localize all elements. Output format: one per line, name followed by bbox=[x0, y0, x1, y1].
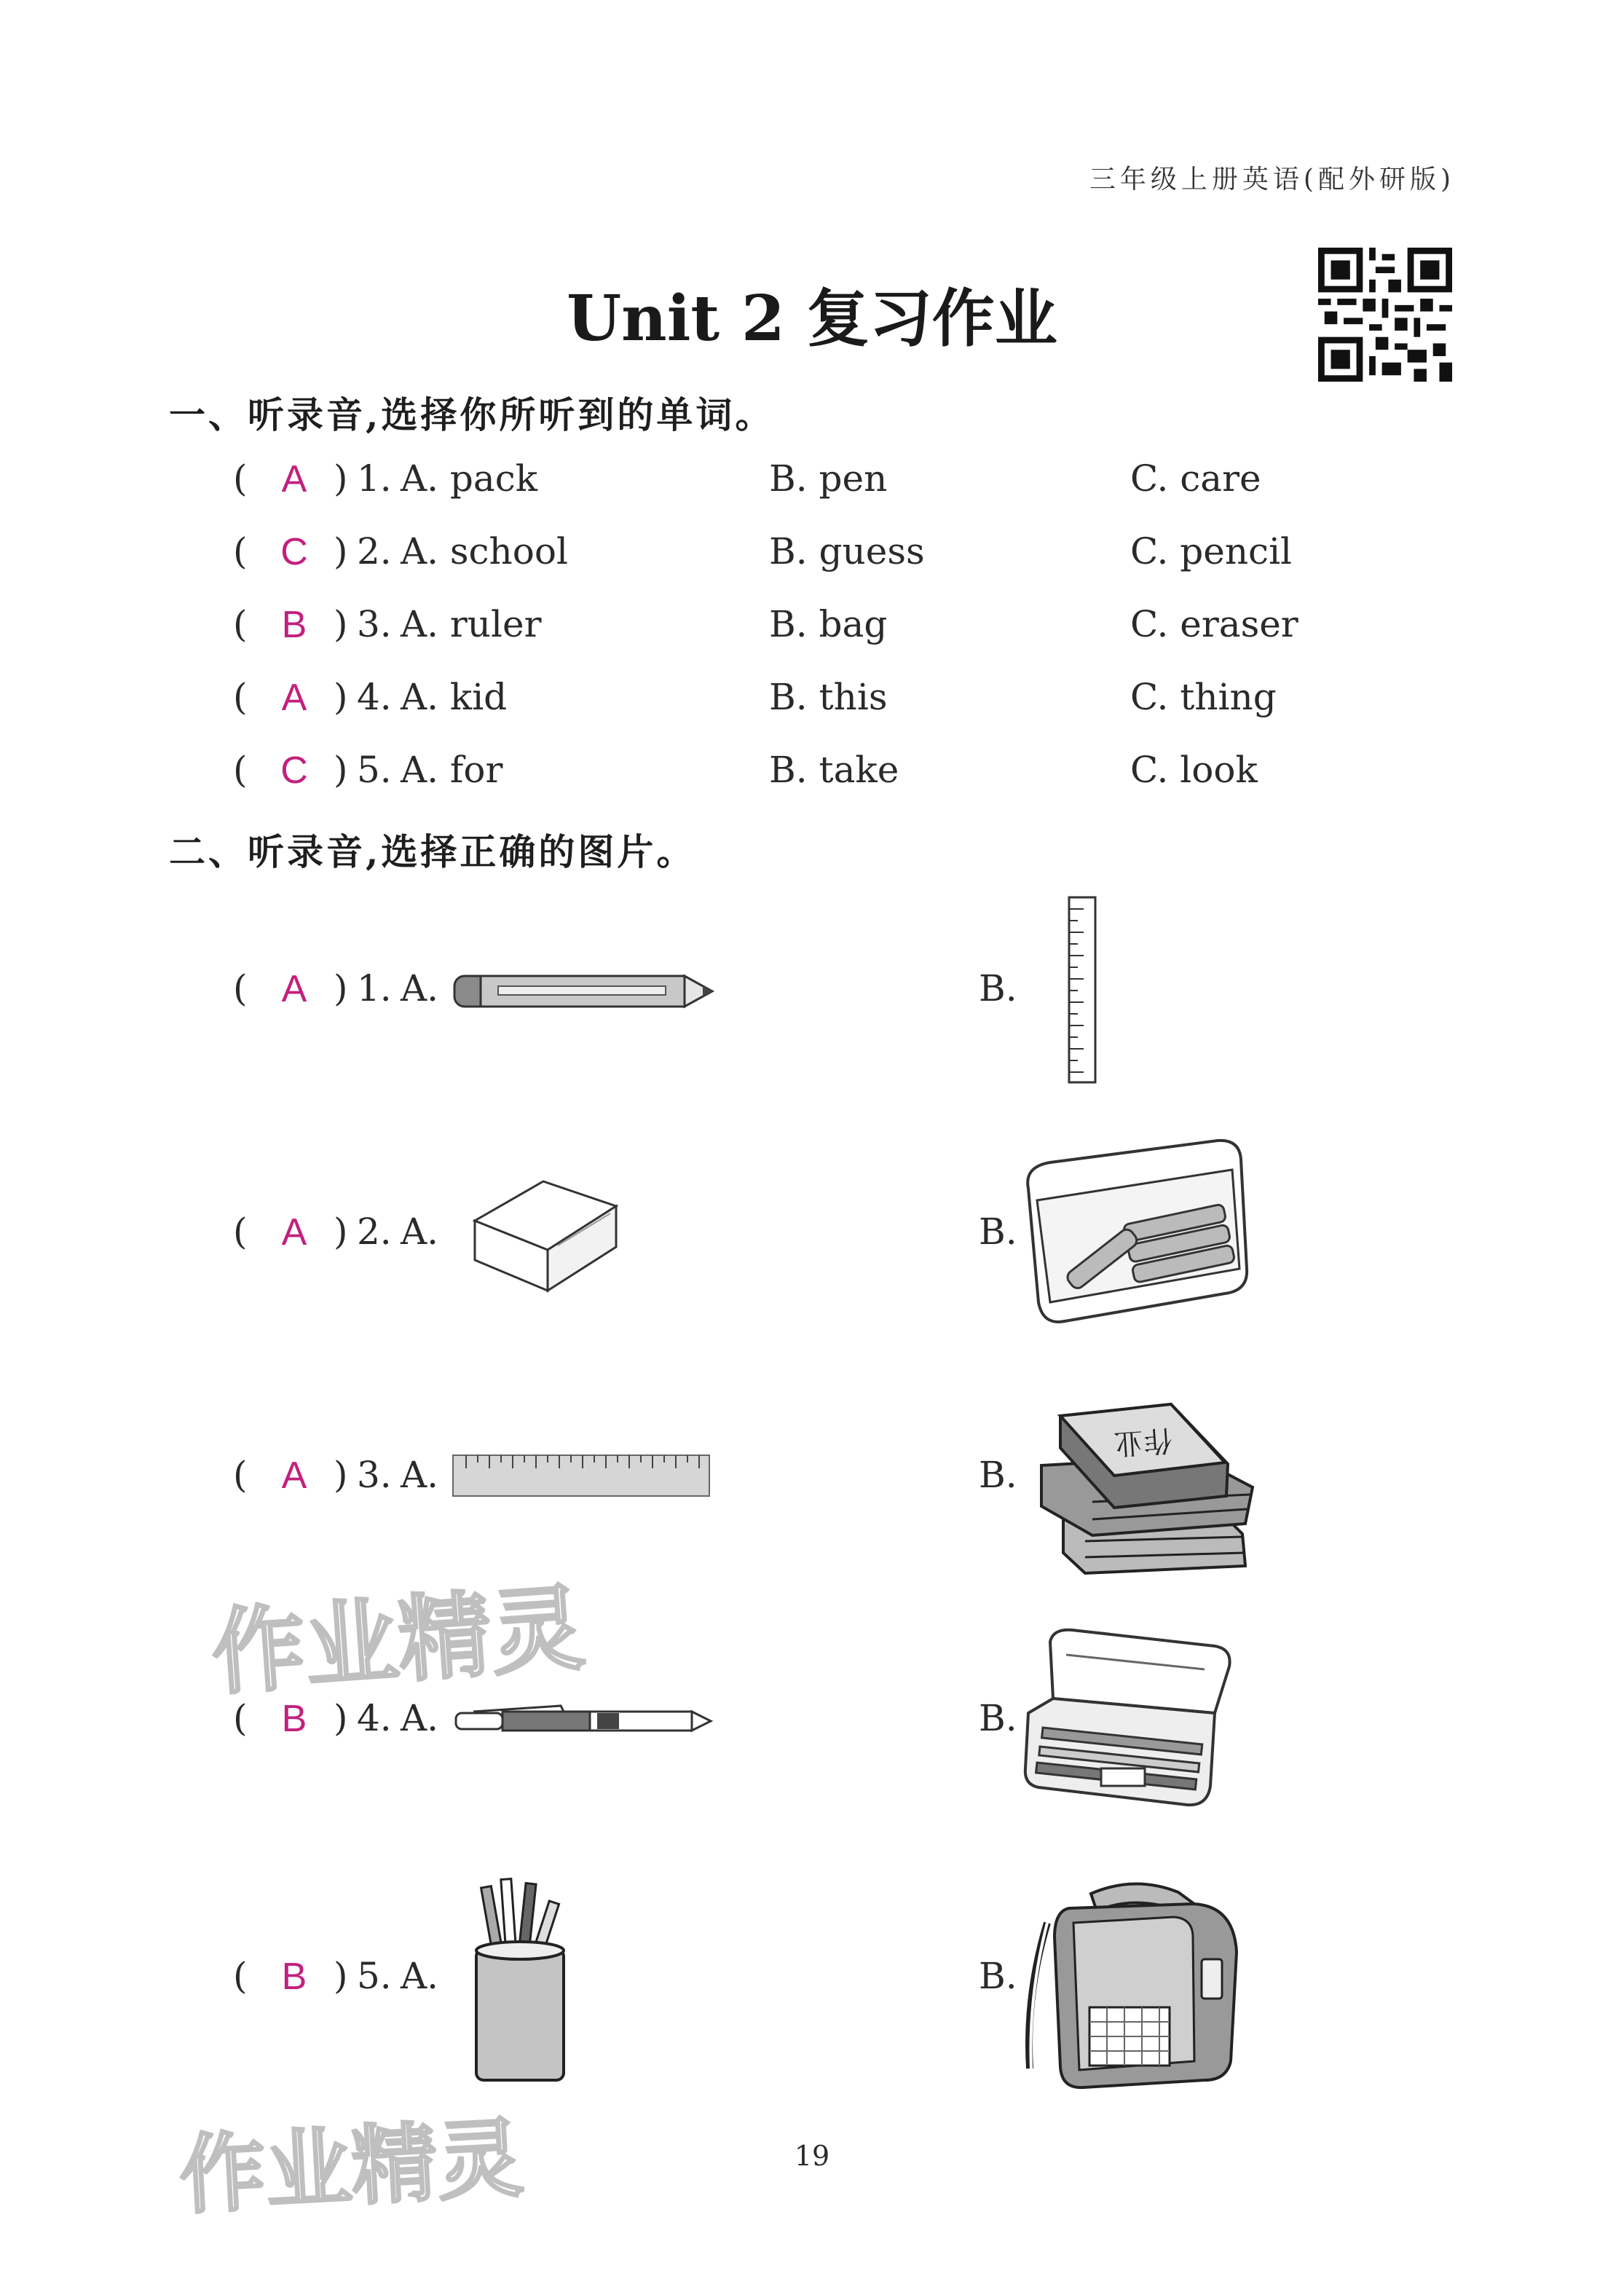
question-number: 4. bbox=[357, 676, 392, 718]
option-b-label: B. bbox=[979, 1454, 1017, 1496]
question-number: 4. bbox=[357, 1697, 392, 1739]
option-a-label: A. bbox=[401, 1454, 439, 1496]
answer-mark: A bbox=[281, 1454, 307, 1497]
answer-mark: C bbox=[280, 531, 308, 573]
answer-mark: A bbox=[281, 677, 307, 719]
answer-mark: A bbox=[281, 1211, 307, 1253]
option-b: B. bag bbox=[769, 603, 888, 645]
question-number: 3. bbox=[357, 1454, 392, 1496]
ruler-icon bbox=[452, 1449, 711, 1499]
option-c: C. look bbox=[1130, 749, 1258, 791]
page-number: 19 bbox=[794, 2140, 830, 2172]
watermark: 作业精灵 bbox=[177, 2107, 526, 2227]
question-number: 3. bbox=[357, 603, 392, 645]
book-cover-text: 作业 bbox=[1113, 1422, 1174, 1460]
answer-mark: B bbox=[281, 604, 307, 646]
ruler-icon bbox=[1065, 894, 1100, 1085]
option-b: B. guess bbox=[769, 530, 925, 572]
answer-mark: C bbox=[280, 749, 308, 792]
option-b-label: B. bbox=[979, 1211, 1017, 1253]
qr-code-icon bbox=[1318, 248, 1452, 382]
option-a: A. ruler bbox=[401, 603, 542, 645]
option-b-label: B. bbox=[979, 1955, 1017, 1997]
answer-mark: A bbox=[281, 458, 307, 500]
question-number: 5. bbox=[357, 749, 392, 791]
option-a-label: A. bbox=[401, 1955, 439, 1997]
question-number: 2. bbox=[357, 530, 392, 572]
option-a: A. pack bbox=[401, 457, 538, 500]
option-b: B. this bbox=[769, 676, 888, 718]
watermark: 作业精灵 bbox=[208, 1574, 588, 1709]
book-header: 三年级上册英语(配外研版) bbox=[1089, 165, 1455, 194]
pencil-case-icon bbox=[1021, 1626, 1239, 1818]
option-a: A. kid bbox=[401, 676, 508, 718]
option-a: A. for bbox=[401, 749, 503, 791]
eraser-icon bbox=[470, 1177, 620, 1294]
answer-mark: B bbox=[281, 1698, 307, 1740]
question-number: 2. bbox=[357, 1211, 392, 1253]
book-stack-icon bbox=[1034, 1398, 1269, 1578]
page-title: Unit 2 复习作业 bbox=[567, 282, 1057, 355]
backpack-icon bbox=[1018, 1879, 1245, 2095]
option-a: A. school bbox=[401, 530, 568, 572]
answer-mark: B bbox=[281, 1956, 307, 1998]
crayon-box-icon bbox=[1021, 1138, 1254, 1328]
question-number: 1. bbox=[357, 457, 392, 500]
answer-mark: A bbox=[281, 968, 307, 1010]
option-c: C. eraser bbox=[1130, 603, 1298, 645]
pencil-icon bbox=[452, 970, 714, 1012]
option-a-label: A. bbox=[401, 1211, 439, 1253]
option-c: C. thing bbox=[1130, 676, 1277, 718]
option-b-label: B. bbox=[979, 967, 1017, 1009]
option-a-label: A. bbox=[401, 1697, 439, 1739]
pen-icon bbox=[452, 1703, 714, 1739]
option-b: B. pen bbox=[769, 457, 888, 500]
option-b: B. take bbox=[769, 749, 899, 791]
option-c: C. care bbox=[1130, 457, 1261, 500]
option-a-label: A. bbox=[401, 967, 439, 1009]
option-c: C. pencil bbox=[1130, 530, 1293, 572]
option-b-label: B. bbox=[979, 1697, 1017, 1739]
section1-heading: 一、听录音,选择你所听到的单词。 bbox=[169, 393, 775, 436]
section2-heading: 二、听录音,选择正确的图片。 bbox=[169, 830, 696, 873]
question-number: 5. bbox=[357, 1955, 392, 1997]
pen-holder-icon bbox=[470, 1872, 569, 2085]
question-number: 1. bbox=[357, 967, 392, 1009]
